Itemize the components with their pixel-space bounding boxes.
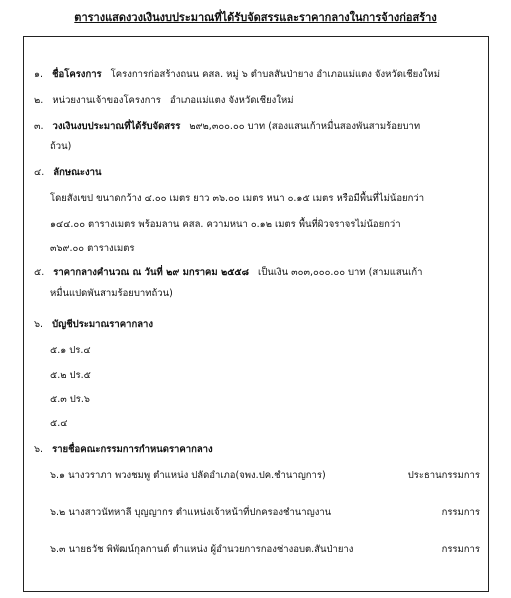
item-3-number: ๓. [34,121,44,132]
item-1-label: ชื่อโครงการ [52,69,102,80]
item-3-value-continued: ถ้วน) [50,141,72,152]
item-7 [34,444,213,456]
committee-member-role: ประธานกรรมการ [407,470,480,481]
item-5-label: ราคากลางคำนวณ ณ วันที่ ๒๙ มกราคม ๒๕๕๘ [53,267,249,278]
item-2-label: หน่วยงานเจ้าของโครงการ [52,95,161,106]
item-7-number: ๖. [34,444,44,455]
committee-member-role: กรรมการ [441,544,480,555]
item-3 [34,121,420,133]
item-2-number: ๒. [34,95,44,106]
item-6 [34,319,153,331]
item-4-description-line: ๓๖๙.๐๐ ตารางเมตร [50,243,135,254]
item-4-description-line: โดยสังเขป ขนาดกว้าง ๔.๐๐ เมตร ยาว ๓๖.๐๐ เมตร หนา ๐.๑๕ เมตร หรือมีพื้นที่ไม่น้อยกว่า [50,193,425,204]
item-5 [34,267,423,279]
item-3-label: วงเงินงบประมาณที่ได้รับจัดสรร [52,121,181,132]
item-1-number: ๑. [34,69,44,80]
committee-member-name: ๖.๑ นางวราภา พวงชมพู ตำแหน่ง ปลัดอำเภอ(จพง.ปค.ชำนาญการ) [50,470,326,481]
estimate-sub-item: ๕.๒ ปร.๕ [50,370,91,381]
item-4-label: ลักษณะงาน [53,167,102,178]
committee-member-name: ๖.๓ นายธวัช พิพัฒน์กุลกานต์ ตำแหน่ง ผู้อำนวยการกองช่างอบต.สันป่ายาง [50,544,354,555]
item-7-label: รายชื่อคณะกรรมการกำหนดราคากลาง [52,444,213,455]
item-4 [34,167,101,179]
document-title: ตารางแสดงวงเงินงบประมาณที่ได้รับจัดสรรและราคากลางในการจ้างก่อสร้าง [74,11,437,24]
committee-member-role: กรรมการ [441,507,480,518]
item-3-value: ๒๙๒,๓๐๐.๐๐ บาท (สองแสนเก้าหมื่นสองพันสามร้อยบาท [189,121,421,132]
committee-member-name: ๖.๒ นางสาวนัทหาลี บุญญากร ตำแหน่งเจ้าหน้าที่ปกครองชำนาญงาน [50,507,332,518]
estimate-sub-item: ๕.๓ ปร.๖ [50,394,90,405]
item-5-value-continued: หมื่นแปดพันสามร้อยบาทถ้วน) [50,288,173,299]
item-4-number: ๔. [34,167,45,178]
item-1-value: โครงการก่อสร้างถนน คสล. หมู่ ๖ ตำบลสันป่ายาง อำเภอแม่แตง จังหวัดเชียงใหม่ [110,69,440,80]
item-5-value: เป็นเงิน ๓๐๓,๐๐๐.๐๐ บาท (สามแสนเก้า [258,267,423,278]
item-2 [34,95,294,107]
content-frame [23,36,489,592]
item-6-label: บัญชีประมาณราคากลาง [52,319,153,330]
estimate-sub-item: ๕.๑ ปร.๔ [50,345,91,356]
item-5-number: ๕. [34,267,45,278]
estimate-sub-item: ๕.๔ [50,418,68,429]
item-6-number: ๖. [34,319,44,330]
item-2-value: อำเภอแม่แตง จังหวัดเชียงใหม่ [169,95,294,106]
item-4-description-line: ๑๔๔.๐๐ ตารางเมตร พร้อมลาน คสล. ความหนา ๐.๑๒ เมตร พื้นที่ผิวจราจรไม่น้อยกว่า [50,219,401,230]
item-1 [34,69,440,81]
